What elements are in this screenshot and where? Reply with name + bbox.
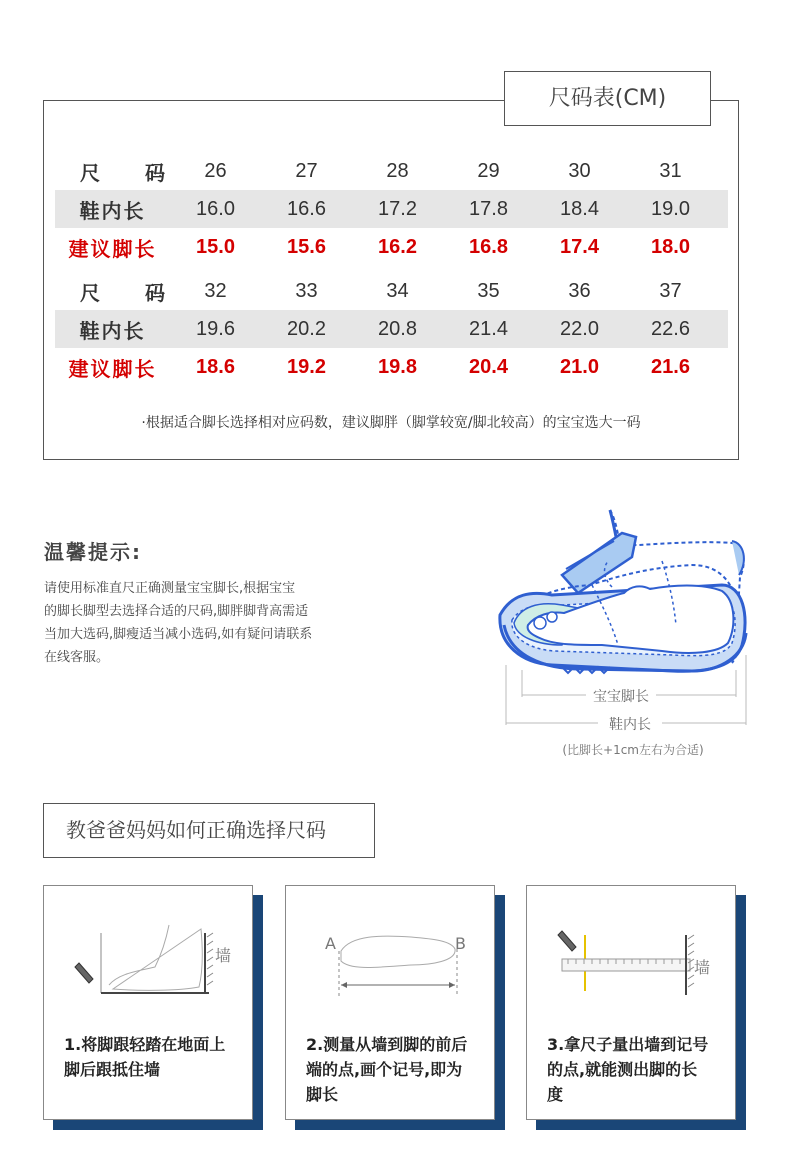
size-label: 尺 码 bbox=[80, 160, 165, 185]
step-line: 2.测量从墙到脚的前后 bbox=[306, 1035, 468, 1054]
card-body bbox=[526, 885, 736, 1120]
card-body bbox=[43, 885, 253, 1120]
step-text bbox=[547, 1032, 727, 1107]
inner-length-cell: 16.6 bbox=[287, 197, 326, 220]
tips-line: 请使用标准直尺正确测量宝宝脚长,根据宝宝 bbox=[44, 581, 296, 596]
step-card-2 bbox=[285, 885, 505, 1130]
size-cell: 34 bbox=[386, 279, 409, 302]
tips-line: 当加大选码,脚瘦适当减小选码,如有疑问请联系 bbox=[44, 627, 313, 642]
step-card-3 bbox=[526, 885, 746, 1130]
foot-length-row bbox=[55, 348, 728, 386]
inner-length-cell: 20.2 bbox=[287, 317, 326, 340]
inner-length-row bbox=[55, 190, 728, 228]
size-label: 尺 码 bbox=[80, 280, 165, 305]
inner-length-label: 鞋内长 bbox=[79, 318, 146, 343]
step-text bbox=[64, 1032, 244, 1082]
size-cell: 26 bbox=[204, 159, 227, 182]
step-line: 3.拿尺子量出墙到记号 bbox=[547, 1035, 709, 1054]
inner-length-label: 鞋内长 bbox=[79, 198, 146, 223]
card-body bbox=[285, 885, 495, 1120]
ruler-measure-icon bbox=[552, 921, 722, 1001]
foot-length-cell: 20.4 bbox=[469, 355, 508, 378]
size-row bbox=[55, 152, 728, 190]
step-line: 端的点,画个记号,即为 bbox=[306, 1060, 463, 1079]
foot-outline-measure-icon bbox=[311, 921, 481, 1001]
inner-length-cell: 19.6 bbox=[196, 317, 235, 340]
foot-length-cell: 15.6 bbox=[287, 235, 326, 258]
size-cell: 36 bbox=[568, 279, 591, 302]
size-cell: 32 bbox=[204, 279, 227, 302]
foot-length-cell: 21.6 bbox=[651, 355, 690, 378]
size-cell: 33 bbox=[295, 279, 318, 302]
step-line: 脚后跟抵住墙 bbox=[64, 1060, 161, 1079]
size-cell: 29 bbox=[477, 159, 500, 182]
howto-title: 教爸爸妈妈如何正确选择尺码 bbox=[43, 803, 375, 858]
foot-length-label: 建议脚长 bbox=[68, 236, 157, 261]
size-cell: 27 bbox=[295, 159, 318, 182]
foot-length-cell: 15.0 bbox=[196, 235, 235, 258]
tips-title: 温馨提示: bbox=[44, 540, 142, 564]
size-cell: 37 bbox=[659, 279, 682, 302]
tips-line: 在线客服。 bbox=[44, 650, 110, 665]
size-table-title: 尺码表(CM) bbox=[504, 71, 711, 126]
foot-length-cell: 16.2 bbox=[378, 235, 417, 258]
step-line: 的点,就能测出脚的长 bbox=[547, 1060, 698, 1079]
tips-text bbox=[44, 577, 374, 669]
foot-length-cell: 16.8 bbox=[469, 235, 508, 258]
inner-length-cell: 21.4 bbox=[469, 317, 508, 340]
inner-length-label: 鞋内长 bbox=[598, 714, 662, 734]
inner-length-cell: 17.2 bbox=[378, 197, 417, 220]
inner-length-cell: 22.6 bbox=[651, 317, 690, 340]
step-line: 1.将脚跟轻踏在地面上 bbox=[64, 1035, 226, 1054]
foot-length-cell: 19.8 bbox=[378, 355, 417, 378]
inner-length-cell: 22.0 bbox=[560, 317, 599, 340]
inner-length-row bbox=[55, 310, 728, 348]
inner-length-cell: 16.0 bbox=[196, 197, 235, 220]
inner-length-cell: 20.8 bbox=[378, 317, 417, 340]
foot-length-label: 宝宝脚长 bbox=[586, 686, 656, 706]
tips-line: 的脚长脚型去选择合适的尺码,脚胖脚背高需适 bbox=[44, 604, 309, 619]
step-card-1 bbox=[43, 885, 263, 1130]
point-a-label: A bbox=[325, 934, 336, 953]
foot-length-cell: 18.0 bbox=[651, 235, 690, 258]
wall-label: 墙 bbox=[694, 958, 711, 977]
foot-length-cell: 18.6 bbox=[196, 355, 235, 378]
wall-label: 墙 bbox=[215, 946, 232, 965]
foot-length-cell: 17.4 bbox=[560, 235, 599, 258]
fit-hint: (比脚长+1cm左右为合适) bbox=[562, 743, 704, 757]
size-cell: 28 bbox=[386, 159, 409, 182]
step-text bbox=[306, 1032, 486, 1107]
size-cell: 31 bbox=[659, 159, 682, 182]
size-row bbox=[55, 272, 728, 310]
inner-length-cell: 17.8 bbox=[469, 197, 508, 220]
inner-length-cell: 19.0 bbox=[651, 197, 690, 220]
step-line: 脚长 bbox=[306, 1085, 339, 1104]
size-cell: 30 bbox=[568, 159, 591, 182]
inner-length-cell: 18.4 bbox=[560, 197, 599, 220]
foot-length-cell: 19.2 bbox=[287, 355, 326, 378]
foot-length-row bbox=[55, 228, 728, 266]
foot-length-label: 建议脚长 bbox=[68, 356, 157, 381]
foot-length-cell: 21.0 bbox=[560, 355, 599, 378]
point-b-label: B bbox=[455, 934, 466, 953]
size-note: ·根据适合脚长选择相对应码数，建议脚胖（脚掌较宽/脚北较高）的宝宝选大一码 bbox=[141, 415, 641, 431]
heel-against-wall-icon bbox=[69, 921, 239, 1001]
step-line: 度 bbox=[547, 1085, 564, 1104]
size-cell: 35 bbox=[477, 279, 500, 302]
